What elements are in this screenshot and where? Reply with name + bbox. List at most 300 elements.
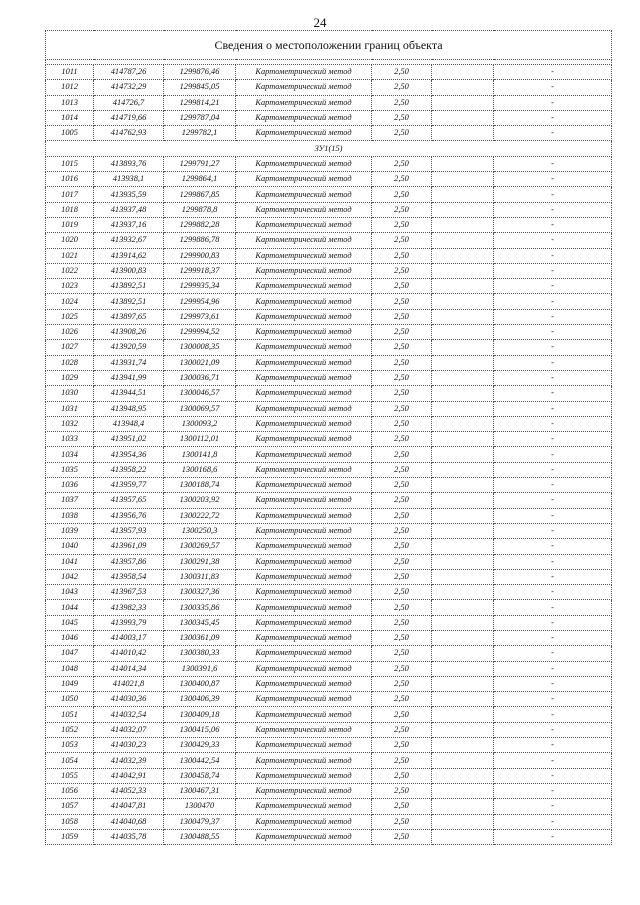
description-cell: [432, 615, 494, 630]
table-row: [46, 309, 612, 324]
method-cell: Картометрический метод: [236, 187, 372, 202]
note-cell: -: [494, 478, 612, 493]
method-cell: Картометрический метод: [236, 600, 372, 615]
section-row: [46, 141, 612, 156]
accuracy-cell: 2,50: [372, 508, 432, 523]
point-number-cell: 1011: [46, 65, 94, 80]
x-coordinate-cell: 413956,76: [94, 508, 164, 523]
point-number-cell: 1030: [46, 386, 94, 401]
description-cell: [432, 783, 494, 798]
note-cell: -: [494, 814, 612, 829]
accuracy-cell: 2,50: [372, 126, 432, 141]
y-coordinate-cell: 1300046,57: [164, 386, 236, 401]
accuracy-cell: 2,50: [372, 65, 432, 80]
description-cell: [432, 585, 494, 600]
description-cell: [432, 294, 494, 309]
note-cell: -: [494, 355, 612, 370]
note-cell: -: [494, 829, 612, 844]
x-coordinate-cell: 413892,51: [94, 279, 164, 294]
description-cell: [432, 355, 494, 370]
note-cell: -: [494, 493, 612, 508]
y-coordinate-cell: 1300345,45: [164, 615, 236, 630]
note-cell: -: [494, 325, 612, 340]
x-coordinate-cell: 413931,74: [94, 355, 164, 370]
method-cell: Картометрический метод: [236, 202, 372, 217]
description-cell: [432, 263, 494, 278]
method-cell: Картометрический метод: [236, 386, 372, 401]
table-row: [46, 508, 612, 523]
y-coordinate-cell: 1300168,6: [164, 462, 236, 477]
description-cell: [432, 416, 494, 431]
y-coordinate-cell: 1300442,54: [164, 753, 236, 768]
accuracy-cell: 2,50: [372, 447, 432, 462]
method-cell: Картометрический метод: [236, 416, 372, 431]
description-cell: [432, 325, 494, 340]
y-coordinate-cell: 1299782,1: [164, 126, 236, 141]
method-cell: Картометрический метод: [236, 539, 372, 554]
description-cell: [432, 523, 494, 538]
note-cell: -: [494, 156, 612, 171]
y-coordinate-cell: 1300008,35: [164, 340, 236, 355]
point-number-cell: 1019: [46, 217, 94, 232]
y-coordinate-cell: 1300488,55: [164, 829, 236, 844]
accuracy-cell: 2,50: [372, 110, 432, 125]
point-number-cell: 1014: [46, 110, 94, 125]
table-row: [46, 829, 612, 844]
y-coordinate-cell: 1299886,78: [164, 233, 236, 248]
note-cell: -: [494, 676, 612, 691]
x-coordinate-cell: 413951,02: [94, 432, 164, 447]
method-cell: Картометрический метод: [236, 478, 372, 493]
table-row: [46, 523, 612, 538]
point-number-cell: 1052: [46, 722, 94, 737]
accuracy-cell: 2,50: [372, 355, 432, 370]
table-row: [46, 661, 612, 676]
table-row: [46, 585, 612, 600]
point-number-cell: 1005: [46, 126, 94, 141]
table-row: [46, 692, 612, 707]
point-number-cell: 1034: [46, 447, 94, 462]
accuracy-cell: 2,50: [372, 585, 432, 600]
table-row: [46, 676, 612, 691]
note-cell: -: [494, 416, 612, 431]
x-coordinate-cell: 414021,8: [94, 676, 164, 691]
description-cell: [432, 462, 494, 477]
point-number-cell: 1021: [46, 248, 94, 263]
y-coordinate-cell: 1300222,72: [164, 508, 236, 523]
x-coordinate-cell: 413958,54: [94, 569, 164, 584]
y-coordinate-cell: 1300361,09: [164, 630, 236, 645]
y-coordinate-cell: 1300391,6: [164, 661, 236, 676]
x-coordinate-cell: 414787,26: [94, 65, 164, 80]
x-coordinate-cell: 413948,4: [94, 416, 164, 431]
table-row: [46, 248, 612, 263]
note-cell: -: [494, 554, 612, 569]
x-coordinate-cell: 414014,34: [94, 661, 164, 676]
description-cell: [432, 432, 494, 447]
accuracy-cell: 2,50: [372, 692, 432, 707]
method-cell: Картометрический метод: [236, 263, 372, 278]
accuracy-cell: 2,50: [372, 401, 432, 416]
description-cell: [432, 554, 494, 569]
note-cell: -: [494, 539, 612, 554]
y-coordinate-cell: 1300380,33: [164, 646, 236, 661]
accuracy-cell: 2,50: [372, 523, 432, 538]
method-cell: Картометрический метод: [236, 370, 372, 385]
table-row: [46, 814, 612, 829]
note-cell: -: [494, 340, 612, 355]
method-cell: Картометрический метод: [236, 630, 372, 645]
table-row: [46, 753, 612, 768]
accuracy-cell: 2,50: [372, 661, 432, 676]
method-cell: Картометрический метод: [236, 95, 372, 110]
accuracy-cell: 2,50: [372, 325, 432, 340]
point-number-cell: 1026: [46, 325, 94, 340]
method-cell: Картометрический метод: [236, 523, 372, 538]
table-row: [46, 447, 612, 462]
point-number-cell: 1037: [46, 493, 94, 508]
x-coordinate-cell: 414047,81: [94, 799, 164, 814]
description-cell: [432, 676, 494, 691]
y-coordinate-cell: 1300311,83: [164, 569, 236, 584]
method-cell: Картометрический метод: [236, 80, 372, 95]
table-row: [46, 370, 612, 385]
point-number-cell: 1012: [46, 80, 94, 95]
description-cell: [432, 447, 494, 462]
accuracy-cell: 2,50: [372, 95, 432, 110]
table-title-row: [46, 31, 612, 60]
point-number-cell: 1057: [46, 799, 94, 814]
method-cell: Картометрический метод: [236, 829, 372, 844]
accuracy-cell: 2,50: [372, 478, 432, 493]
x-coordinate-cell: 413920,59: [94, 340, 164, 355]
table-row: [46, 401, 612, 416]
y-coordinate-cell: 1299814,21: [164, 95, 236, 110]
note-cell: -: [494, 646, 612, 661]
y-coordinate-cell: 1300406,39: [164, 692, 236, 707]
method-cell: Картометрический метод: [236, 722, 372, 737]
method-cell: Картометрический метод: [236, 493, 372, 508]
x-coordinate-cell: 414010,42: [94, 646, 164, 661]
point-number-cell: 1023: [46, 279, 94, 294]
description-cell: [432, 753, 494, 768]
table-row: [46, 340, 612, 355]
note-cell: -: [494, 65, 612, 80]
table-row: [46, 156, 612, 171]
method-cell: Картометрический метод: [236, 248, 372, 263]
accuracy-cell: 2,50: [372, 783, 432, 798]
accuracy-cell: 2,50: [372, 416, 432, 431]
y-coordinate-cell: 1299918,37: [164, 263, 236, 278]
table-row: [46, 172, 612, 187]
description-cell: [432, 738, 494, 753]
y-coordinate-cell: 1299954,96: [164, 294, 236, 309]
method-cell: Картометрический метод: [236, 340, 372, 355]
x-coordinate-cell: 413892,51: [94, 294, 164, 309]
x-coordinate-cell: 414030,36: [94, 692, 164, 707]
method-cell: Картометрический метод: [236, 814, 372, 829]
description-cell: [432, 814, 494, 829]
x-coordinate-cell: 413993,79: [94, 615, 164, 630]
description-cell: [432, 539, 494, 554]
accuracy-cell: 2,50: [372, 676, 432, 691]
accuracy-cell: 2,50: [372, 554, 432, 569]
method-cell: Картометрический метод: [236, 156, 372, 171]
x-coordinate-cell: 414032,07: [94, 722, 164, 737]
method-cell: Картометрический метод: [236, 508, 372, 523]
description-cell: [432, 493, 494, 508]
point-number-cell: 1055: [46, 768, 94, 783]
y-coordinate-cell: 1299787,04: [164, 110, 236, 125]
table-row: [46, 615, 612, 630]
method-cell: Картометрический метод: [236, 110, 372, 125]
description-cell: [432, 569, 494, 584]
table-row: [46, 202, 612, 217]
x-coordinate-cell: 413944,51: [94, 386, 164, 401]
method-cell: Картометрический метод: [236, 401, 372, 416]
table-row: [46, 386, 612, 401]
note-cell: -: [494, 294, 612, 309]
method-cell: Картометрический метод: [236, 799, 372, 814]
table-row: [46, 722, 612, 737]
point-number-cell: 1040: [46, 539, 94, 554]
point-number-cell: 1018: [46, 202, 94, 217]
method-cell: Картометрический метод: [236, 569, 372, 584]
table-row: [46, 630, 612, 645]
y-coordinate-cell: 1300141,8: [164, 447, 236, 462]
description-cell: [432, 340, 494, 355]
point-number-cell: 1039: [46, 523, 94, 538]
method-cell: Картометрический метод: [236, 646, 372, 661]
accuracy-cell: 2,50: [372, 156, 432, 171]
accuracy-cell: 2,50: [372, 340, 432, 355]
method-cell: Картометрический метод: [236, 126, 372, 141]
y-coordinate-cell: 1300458,74: [164, 768, 236, 783]
y-coordinate-cell: 1299878,8: [164, 202, 236, 217]
point-number-cell: 1048: [46, 661, 94, 676]
description-cell: [432, 187, 494, 202]
table-row: [46, 783, 612, 798]
accuracy-cell: 2,50: [372, 646, 432, 661]
accuracy-cell: 2,50: [372, 722, 432, 737]
table-row: [46, 263, 612, 278]
x-coordinate-cell: 414726,7: [94, 95, 164, 110]
x-coordinate-cell: 413908,26: [94, 325, 164, 340]
accuracy-cell: 2,50: [372, 753, 432, 768]
description-cell: [432, 646, 494, 661]
method-cell: Картометрический метод: [236, 783, 372, 798]
y-coordinate-cell: 1300112,01: [164, 432, 236, 447]
description-cell: [432, 478, 494, 493]
accuracy-cell: 2,50: [372, 294, 432, 309]
description-cell: [432, 768, 494, 783]
accuracy-cell: 2,50: [372, 386, 432, 401]
y-coordinate-cell: 1300021,09: [164, 355, 236, 370]
note-cell: -: [494, 370, 612, 385]
description-cell: [432, 829, 494, 844]
x-coordinate-cell: 414035,78: [94, 829, 164, 844]
method-cell: Картометрический метод: [236, 294, 372, 309]
table-row: [46, 80, 612, 95]
accuracy-cell: 2,50: [372, 630, 432, 645]
description-cell: [432, 233, 494, 248]
table-row: [46, 478, 612, 493]
accuracy-cell: 2,50: [372, 600, 432, 615]
note-cell: -: [494, 248, 612, 263]
accuracy-cell: 2,50: [372, 799, 432, 814]
accuracy-cell: 2,50: [372, 279, 432, 294]
method-cell: Картометрический метод: [236, 432, 372, 447]
point-number-cell: 1032: [46, 416, 94, 431]
note-cell: -: [494, 799, 612, 814]
y-coordinate-cell: 1300093,2: [164, 416, 236, 431]
table-row: [46, 539, 612, 554]
y-coordinate-cell: 1299900,83: [164, 248, 236, 263]
boundary-table: [45, 30, 612, 845]
x-coordinate-cell: 413932,67: [94, 233, 164, 248]
note-cell: -: [494, 783, 612, 798]
point-number-cell: 1035: [46, 462, 94, 477]
y-coordinate-cell: 1299845,05: [164, 80, 236, 95]
x-coordinate-cell: 414052,33: [94, 783, 164, 798]
description-cell: [432, 370, 494, 385]
x-coordinate-cell: 413957,93: [94, 523, 164, 538]
method-cell: Картометрический метод: [236, 707, 372, 722]
y-coordinate-cell: 1300036,71: [164, 370, 236, 385]
description-cell: [432, 202, 494, 217]
note-cell: -: [494, 585, 612, 600]
accuracy-cell: 2,50: [372, 248, 432, 263]
accuracy-cell: 2,50: [372, 539, 432, 554]
table-row: [46, 432, 612, 447]
note-cell: -: [494, 630, 612, 645]
accuracy-cell: 2,50: [372, 202, 432, 217]
accuracy-cell: 2,50: [372, 80, 432, 95]
y-coordinate-cell: 1300188,74: [164, 478, 236, 493]
method-cell: Картометрический метод: [236, 462, 372, 477]
point-number-cell: 1036: [46, 478, 94, 493]
y-coordinate-cell: 1299791,27: [164, 156, 236, 171]
method-cell: Картометрический метод: [236, 738, 372, 753]
description-cell: [432, 600, 494, 615]
y-coordinate-cell: 1300400,87: [164, 676, 236, 691]
description-cell: [432, 508, 494, 523]
table-row: [46, 707, 612, 722]
point-number-cell: 1017: [46, 187, 94, 202]
description-cell: [432, 309, 494, 324]
point-number-cell: 1058: [46, 814, 94, 829]
note-cell: -: [494, 569, 612, 584]
table-row: [46, 646, 612, 661]
y-coordinate-cell: 1299867,85: [164, 187, 236, 202]
x-coordinate-cell: 413948,95: [94, 401, 164, 416]
note-cell: -: [494, 707, 612, 722]
accuracy-cell: 2,50: [372, 217, 432, 232]
table-row: [46, 233, 612, 248]
accuracy-cell: 2,50: [372, 263, 432, 278]
table-title: Сведения о местоположении границ объекта: [46, 31, 612, 60]
point-number-cell: 1025: [46, 309, 94, 324]
x-coordinate-cell: 413982,33: [94, 600, 164, 615]
note-cell: -: [494, 738, 612, 753]
method-cell: Картометрический метод: [236, 676, 372, 691]
note-cell: -: [494, 523, 612, 538]
x-coordinate-cell: 413941,99: [94, 370, 164, 385]
point-number-cell: 1053: [46, 738, 94, 753]
y-coordinate-cell: 1299973,61: [164, 309, 236, 324]
note-cell: -: [494, 110, 612, 125]
note-cell: -: [494, 722, 612, 737]
description-cell: [432, 799, 494, 814]
x-coordinate-cell: 413967,53: [94, 585, 164, 600]
note-cell: -: [494, 462, 612, 477]
point-number-cell: 1027: [46, 340, 94, 355]
x-coordinate-cell: 413957,86: [94, 554, 164, 569]
note-cell: -: [494, 279, 612, 294]
note-cell: -: [494, 172, 612, 187]
x-coordinate-cell: 413937,48: [94, 202, 164, 217]
point-number-cell: 1015: [46, 156, 94, 171]
y-coordinate-cell: 1299994,52: [164, 325, 236, 340]
point-number-cell: 1043: [46, 585, 94, 600]
point-number-cell: 1022: [46, 263, 94, 278]
point-number-cell: 1050: [46, 692, 94, 707]
accuracy-cell: 2,50: [372, 829, 432, 844]
table-row: [46, 569, 612, 584]
point-number-cell: 1033: [46, 432, 94, 447]
table-row: [46, 294, 612, 309]
note-cell: -: [494, 508, 612, 523]
x-coordinate-cell: 413897,65: [94, 309, 164, 324]
table-row: [46, 493, 612, 508]
description-cell: [432, 630, 494, 645]
y-coordinate-cell: 1300429,33: [164, 738, 236, 753]
point-number-cell: 1059: [46, 829, 94, 844]
point-number-cell: 1044: [46, 600, 94, 615]
y-coordinate-cell: 1299882,28: [164, 217, 236, 232]
x-coordinate-cell: 414762,93: [94, 126, 164, 141]
description-cell: [432, 279, 494, 294]
table-row: [46, 416, 612, 431]
description-cell: [432, 172, 494, 187]
method-cell: Картометрический метод: [236, 447, 372, 462]
point-number-cell: 1046: [46, 630, 94, 645]
point-number-cell: 1047: [46, 646, 94, 661]
point-number-cell: 1024: [46, 294, 94, 309]
note-cell: -: [494, 753, 612, 768]
method-cell: Картометрический метод: [236, 615, 372, 630]
note-cell: -: [494, 126, 612, 141]
description-cell: [432, 707, 494, 722]
y-coordinate-cell: 1299935,34: [164, 279, 236, 294]
table-row: [46, 65, 612, 80]
x-coordinate-cell: 413961,09: [94, 539, 164, 554]
method-cell: Картометрический метод: [236, 217, 372, 232]
x-coordinate-cell: 413958,22: [94, 462, 164, 477]
note-cell: -: [494, 386, 612, 401]
table-row: [46, 95, 612, 110]
accuracy-cell: 2,50: [372, 370, 432, 385]
page-number: 24: [313, 15, 327, 30]
method-cell: Картометрический метод: [236, 661, 372, 676]
point-number-cell: 1054: [46, 753, 94, 768]
method-cell: Картометрический метод: [236, 325, 372, 340]
note-cell: -: [494, 661, 612, 676]
table-row: [46, 187, 612, 202]
description-cell: [432, 722, 494, 737]
note-cell: -: [494, 217, 612, 232]
description-cell: [432, 126, 494, 141]
